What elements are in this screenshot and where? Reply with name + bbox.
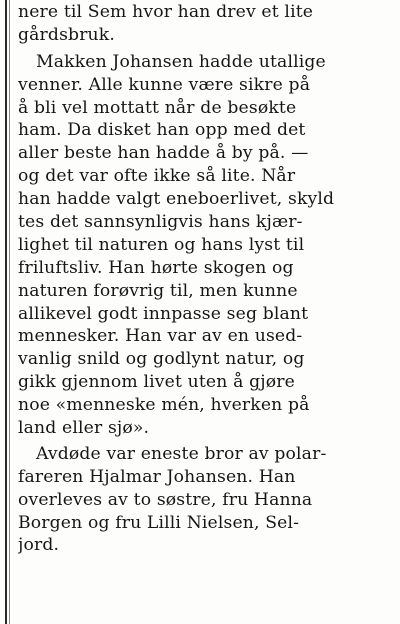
- text-line: vanlig snild og godlynt natur, og: [18, 349, 305, 370]
- text-line: allikevel godt innpasse seg blant: [18, 303, 309, 324]
- article-column: [18, 0, 390, 557]
- text-line: naturen forøvrig til, men kunne: [18, 280, 298, 301]
- text-line: lighet til naturen og hans lyst til: [18, 234, 305, 255]
- text-line: friluftsliv. Han hørte skogen og: [18, 257, 294, 278]
- text-line: aller beste han hadde å by på. —: [18, 143, 309, 164]
- paragraph-1: [18, 1, 390, 47]
- paragraph-2: [18, 51, 390, 440]
- text-line: land eller sjø».: [18, 418, 150, 439]
- text-line: og det var ofte ikke så lite. Når: [18, 166, 296, 187]
- text-line: Borgen og fru Lilli Nielsen, Sel-: [18, 512, 300, 533]
- text-line: han hadde valgt eneboerlivet, skyld: [18, 189, 335, 210]
- column-rule: [5, 0, 7, 624]
- text-line: mennesker. Han var av en used-: [18, 326, 303, 347]
- text-line: Avdøde var eneste bror av polar-: [36, 443, 327, 464]
- text-line: gikk gjennom livet uten å gjøre: [18, 372, 295, 393]
- text-line: ham. Da disket han opp med det: [18, 120, 306, 141]
- text-line: fareren Hjalmar Johansen. Han: [18, 466, 296, 487]
- text-line: gårdsbruk.: [18, 24, 115, 45]
- text-line: noe «menneske mén, hverken på: [18, 395, 310, 416]
- text-line: overleves av to søstre, fru Hanna: [18, 489, 313, 510]
- text-line: nere til Sem hvor han drev et lite: [18, 2, 314, 22]
- paragraph-3: [18, 443, 390, 557]
- text-line: å bli vel mottatt når de besøkte: [18, 97, 297, 118]
- text-line: tes det sannsynligvis hans kjær-: [18, 212, 303, 233]
- column-rule-inner: [9, 0, 10, 624]
- text-line: venner. Alle kunne være sikre på: [18, 74, 311, 95]
- text-line: Makken Johansen hadde utallige: [36, 51, 326, 72]
- text-line: jord.: [18, 535, 60, 556]
